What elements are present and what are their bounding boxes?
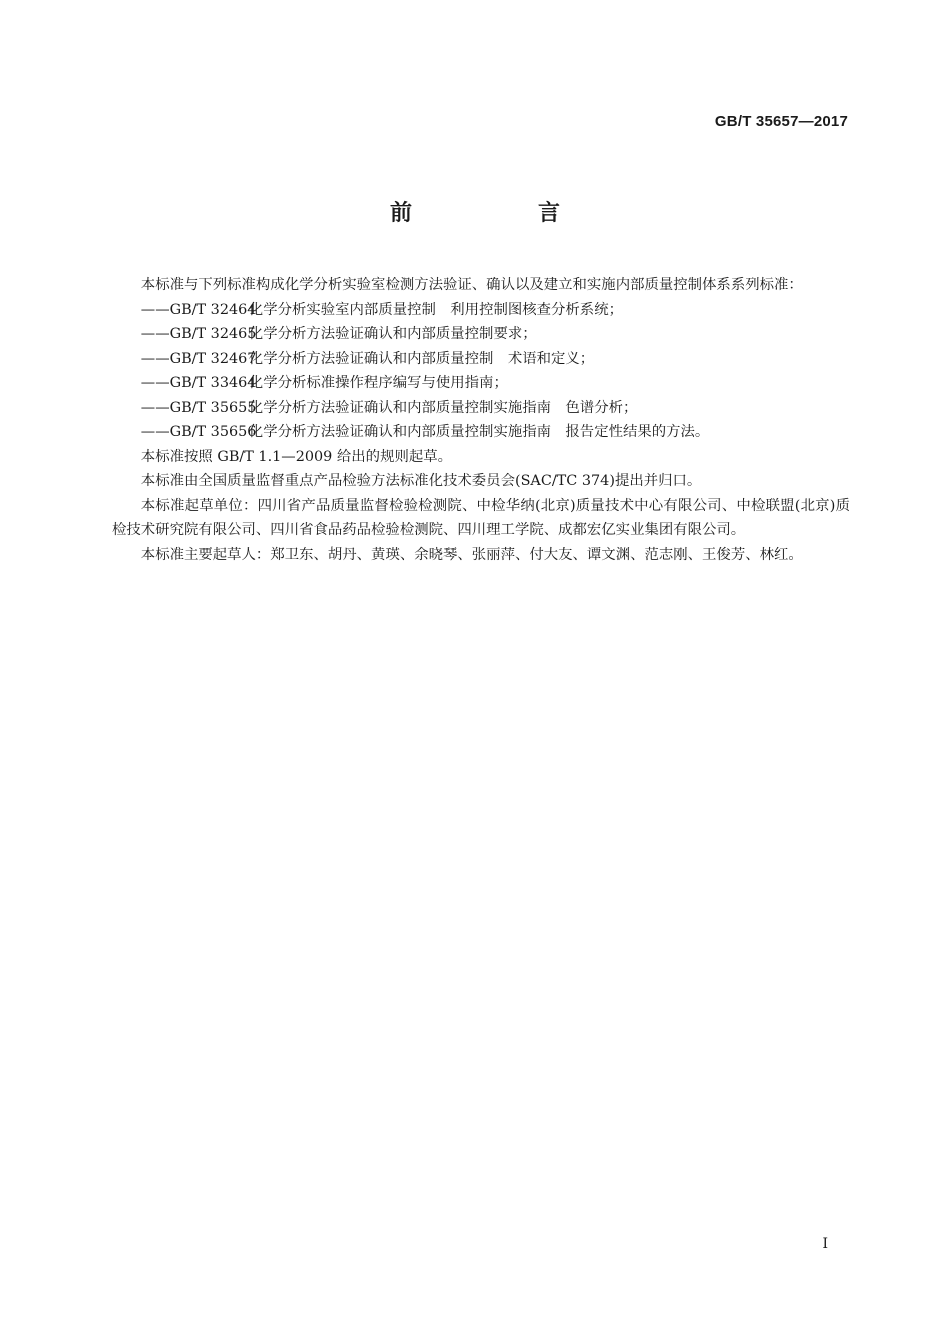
drafting-units-paragraph: 本标准起草单位：四川省产品质量监督检验检测院、中检华纳(北京)质量技术中心有限公司、中检联盟(北京)质检技术研究院有限公司、四川省食品药品检验检测院、四川理工学院、成都宏亿实业集团有限公司。 [112, 497, 850, 538]
standard-title: 化学分析方法验证确认和内部质量控制实施指南 [248, 424, 552, 440]
list-item [112, 347, 850, 372]
standard-title: 化学分析方法验证确认和内部质量控制实施指南 [248, 399, 552, 416]
standard-number: ——GB/T 35655 [140, 399, 257, 416]
standard-title: 化学分析标准操作程序编写与使用指南； [248, 375, 508, 391]
standard-title: 化学分析实验室内部质量控制 [248, 301, 436, 318]
standard-number: ——GB/T 32465 [140, 326, 257, 342]
standard-number: ——GB/T 32467 [140, 350, 257, 367]
standard-code: GB/T 35657—2017 [714, 113, 848, 130]
standard-title: 化学分析方法验证确认和内部质量控制要求； [248, 326, 537, 342]
standard-title: 化学分析方法验证确认和内部质量控制 [248, 350, 494, 367]
list-item [112, 298, 850, 323]
drafters-paragraph: 本标准主要起草人：郑卫东、胡丹、黄瑛、余晓琴、张丽萍、付大友、谭文渊、范志刚、王俊芳、林红。 [140, 546, 803, 563]
standard-subtitle: 报告定性结果的方法。 [565, 424, 710, 440]
list-item [112, 322, 850, 347]
list-item [112, 371, 850, 396]
standard-number: ——GB/T 32464 [140, 301, 257, 318]
intro-paragraph: 本标准与下列标准构成化学分析实验室检测方法验证、确认以及建立和实施内部质量控制体系系列标准： [140, 277, 803, 293]
standard-subtitle: 术语和定义； [507, 350, 595, 367]
rules-paragraph: 本标准按照 GB/T 1.1—2009 给出的规则起草。 [140, 448, 453, 465]
proposer-paragraph: 本标准由全国质量监督重点产品检验方法标准化技术委员会(SAC/TC 374)提出并归口。 [140, 473, 702, 489]
page-title: 前 言 [389, 200, 612, 226]
standard-number: ——GB/T 35656 [140, 424, 257, 440]
list-item [112, 420, 850, 445]
standard-subtitle: 利用控制图核查分析系统； [450, 301, 623, 318]
standard-subtitle: 色谱分析； [565, 399, 638, 416]
list-item [112, 396, 850, 421]
page-number: I [822, 1236, 828, 1252]
standard-number: ——GB/T 33464 [140, 375, 257, 391]
document-body [112, 273, 850, 567]
